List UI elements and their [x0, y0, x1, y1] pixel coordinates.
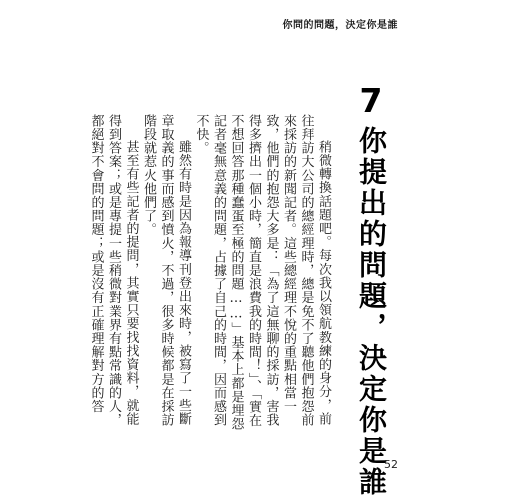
chapter-title: 你提出的問題，決定你是誰 — [355, 126, 388, 498]
running-head: 你問的問題，決定你是誰 — [282, 20, 398, 31]
paragraph: 甚至有些記者的提問，其實只要找找資料，就能得到答案；或是專提一些稍微對業界有點常識的人，都絕對不會問的問題；或是沒有正確理解對方的答 — [88, 114, 139, 427]
chapter-number: 7 — [359, 81, 383, 120]
body-text — [88, 114, 332, 434]
page-number: 52 — [384, 458, 398, 471]
paragraph: 稍微轉換話題吧。每次我以領航教練的身分，前往拜訪大公司的總經理時，總是免不了聽他們抱怨前來採訪的新聞記者。這些總經理不悅的重點相當一致，他們的抱怨大多是：「為了這無聊的採訪，害我得多擠出一個小時，簡直是浪費我的時間！」、「實在不想回答那種蠢蛋至極的問題……」基本上都是埋怨記者毫無意義的問題，占據了自己的時間，因而感到不快。 — [193, 114, 331, 431]
paragraph: 雖然有時是因為報導刊登出來時，被寫了一些斷章取義的事而感到憤火，不過，很多時候都是在採訪階段就惹火他們了。 — [141, 114, 191, 427]
